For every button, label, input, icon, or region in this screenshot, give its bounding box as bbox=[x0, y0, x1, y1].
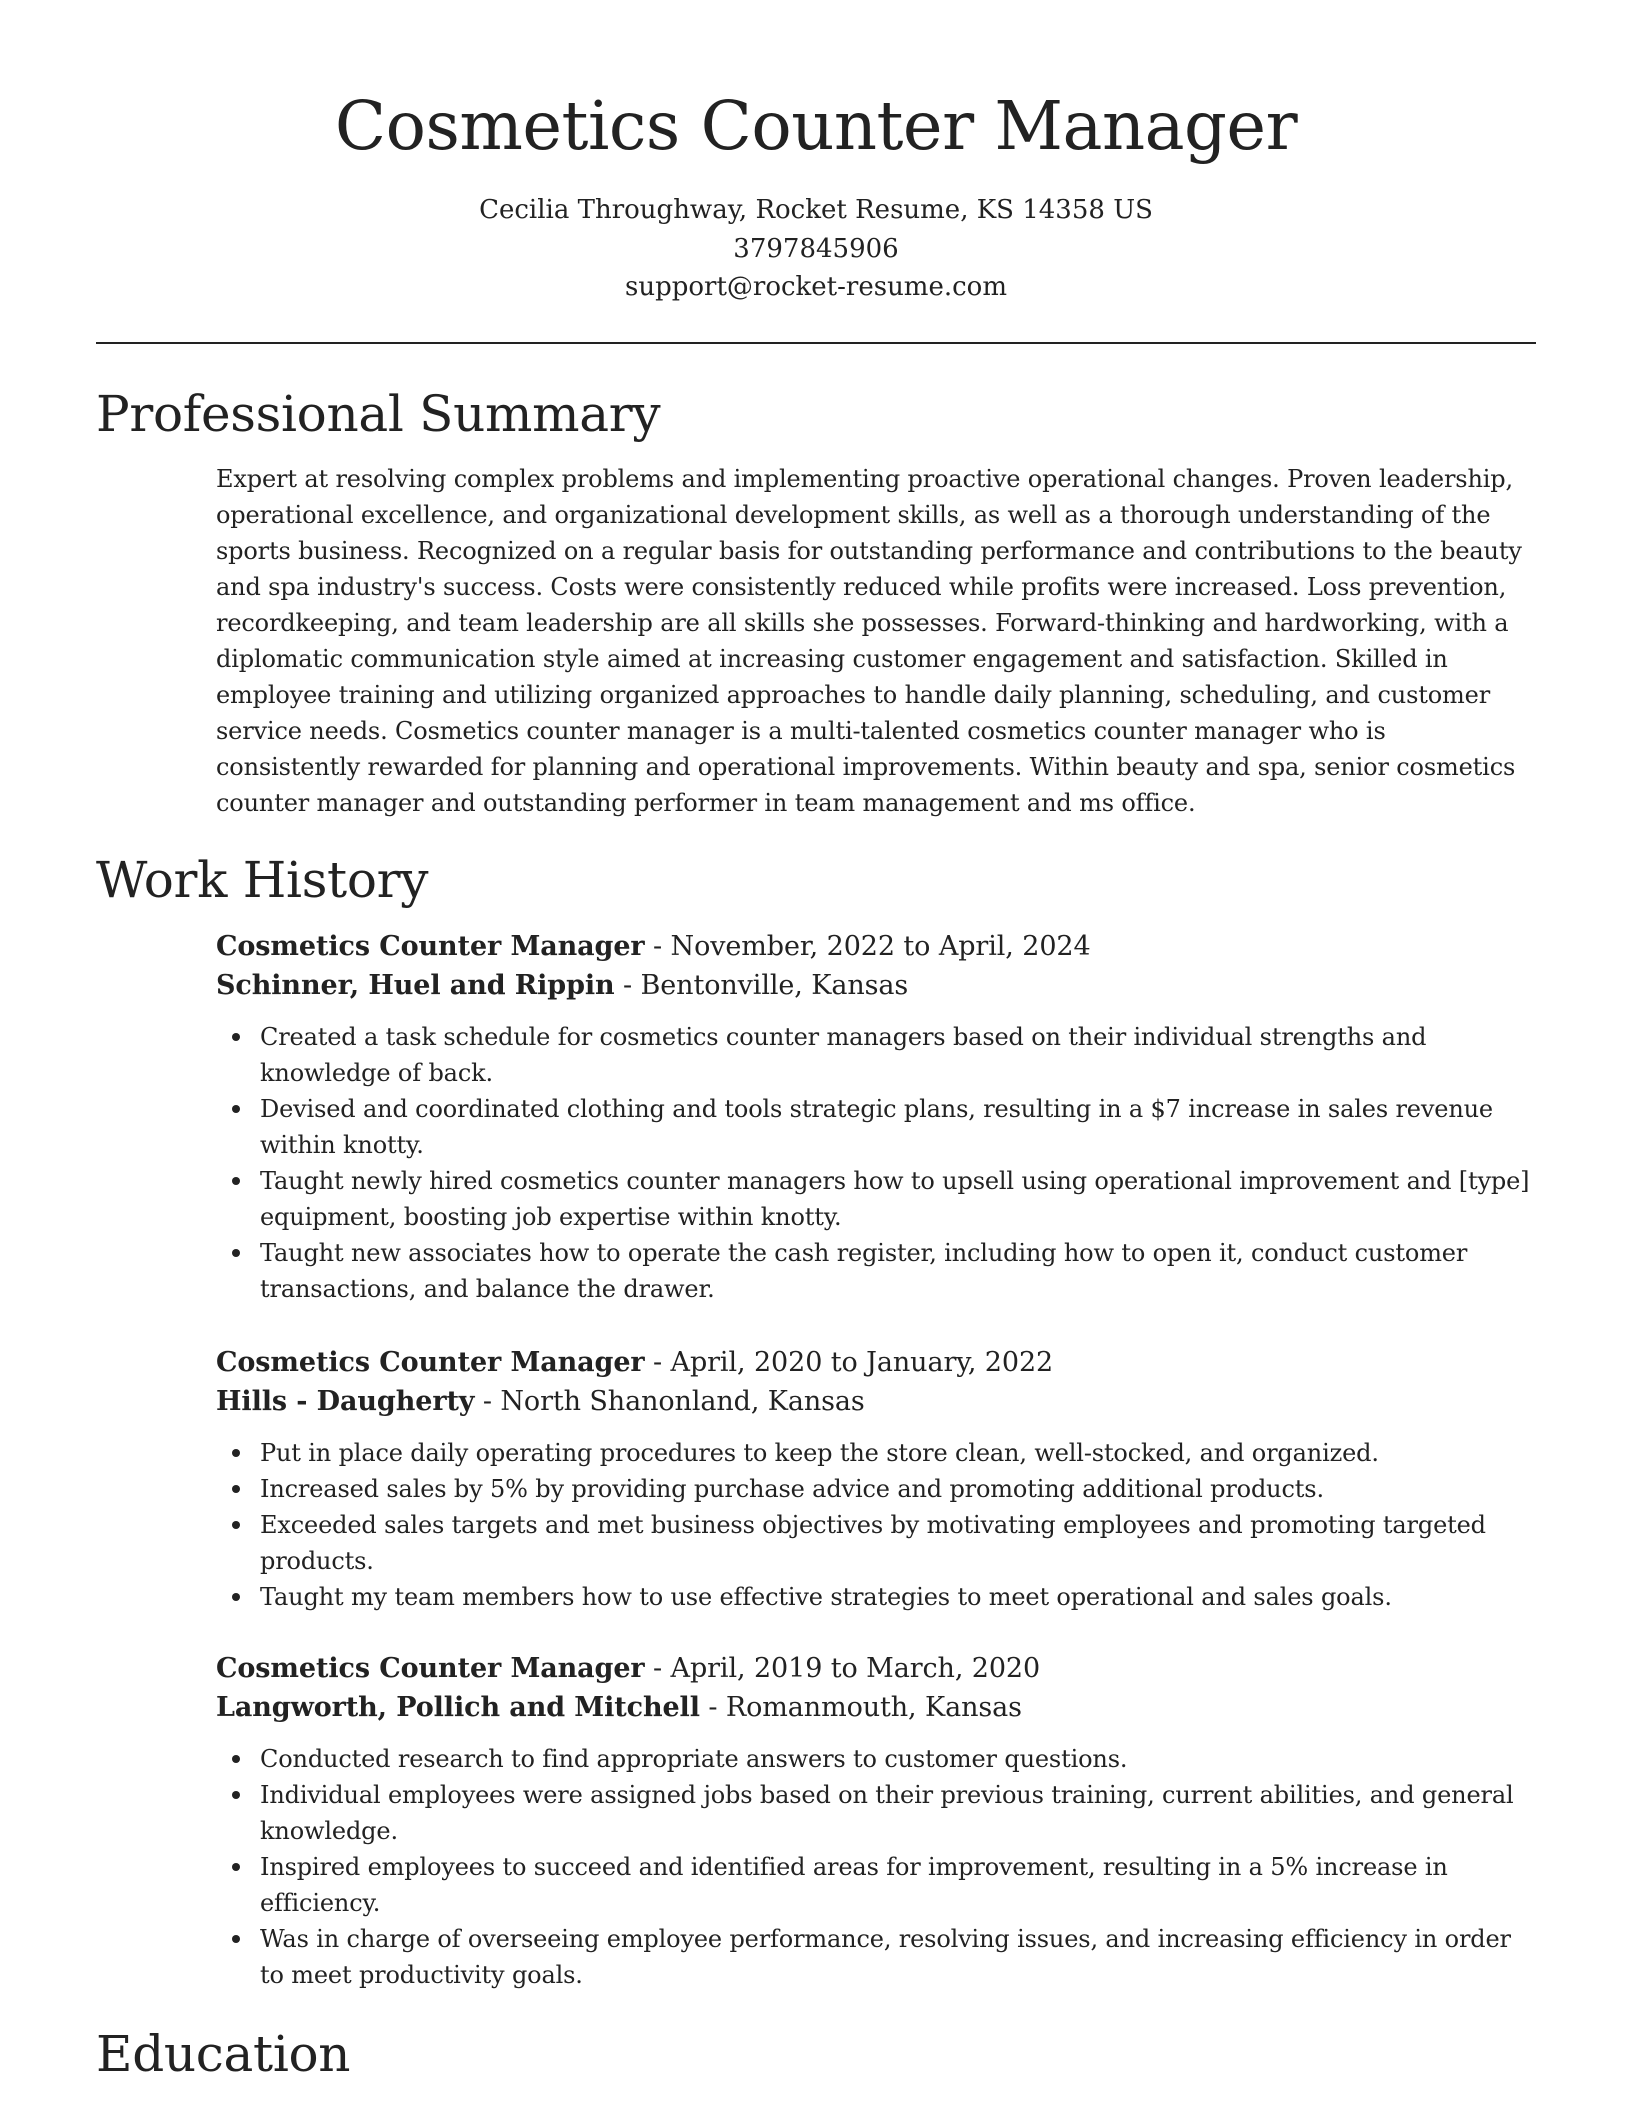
job-entry bbox=[216, 927, 1536, 1307]
bullet-dot bbox=[232, 1755, 240, 1763]
bullet-item bbox=[216, 1091, 1536, 1163]
job-company-line: Schinner, Huel and Rippin - Bentonville, Kansas bbox=[216, 970, 909, 1001]
job-title: Cosmetics Counter Manager bbox=[216, 1347, 645, 1378]
bullet-item bbox=[216, 1435, 1536, 1471]
bullet-text: Was in charge of overseeing employee performance, resolving issues, and increasing efficiency in order to meet productivity goals. bbox=[260, 1925, 1511, 1989]
job-location: Romanmouth, Kansas bbox=[725, 1692, 1022, 1723]
bullet-dot bbox=[232, 1485, 240, 1493]
job-title: Cosmetics Counter Manager bbox=[216, 931, 645, 962]
bullet-text: Taught new associates how to operate the cash register, including how to open it, conduct customer transactions, and balance the drawer. bbox=[260, 1239, 1468, 1303]
bullet-item bbox=[216, 1579, 1536, 1615]
bullet-text: Inspired employees to succeed and identified areas for improvement, resulting in a 5% increase in efficiency. bbox=[260, 1853, 1448, 1917]
job-bullets bbox=[216, 1741, 1536, 1993]
resume-title: Cosmetics Counter Manager bbox=[334, 87, 1298, 165]
bullet-dot bbox=[232, 1449, 240, 1457]
work-history-heading: Work History bbox=[96, 851, 429, 909]
bullet-item bbox=[216, 1507, 1536, 1579]
bullet-item bbox=[216, 1163, 1536, 1235]
bullet-dot bbox=[232, 1863, 240, 1871]
bullet-dot bbox=[232, 1593, 240, 1601]
bullet-item bbox=[216, 1777, 1536, 1849]
bullet-item bbox=[216, 1849, 1536, 1921]
bullet-text: Individual employees were assigned jobs based on their previous training, current abilities, and general knowledge. bbox=[260, 1781, 1514, 1845]
bullet-text: Created a task schedule for cosmetics counter managers based on their individual strengths and knowledge of back. bbox=[260, 1023, 1427, 1087]
job-company-line: Langworth, Pollich and Mitchell - Romanmouth, Kansas bbox=[216, 1692, 1022, 1723]
job-title-line: Cosmetics Counter Manager - April, 2020 to January, 2022 bbox=[216, 1347, 1054, 1378]
job-company: Hills - Daugherty bbox=[216, 1386, 475, 1417]
bullet-text: Taught newly hired cosmetics counter managers how to upsell using operational improvement and [type] equipment, boosting job expertise within knotty. bbox=[260, 1167, 1530, 1231]
summary-section bbox=[216, 461, 1536, 821]
job-dates: November, 2022 to April, 2024 bbox=[670, 931, 1091, 962]
job-title: Cosmetics Counter Manager bbox=[216, 1653, 645, 1684]
job-title-line: Cosmetics Counter Manager - April, 2019 to March, 2020 bbox=[216, 1653, 1041, 1684]
summary-text: Expert at resolving complex problems and implementing proactive operational changes. Proven leadership, operational excellence, and organizational development skills, as well as a thorough understanding of the sports business. Recognized on a regular basis for outstanding performance and contributions to the beauty and spa industry's success. Costs were consistently reduced while profits were increased. Loss prevention, recordkeeping, and team leadership are all skills she possesses. Forward-thinking and hardworking, with a diplomatic communication style aimed at increasing customer engagement and satisfaction. Skilled in employee training and utilizing organized approaches to handle daily planning, scheduling, and customer service needs. Cosmetics counter manager is a multi-talented cosmetics counter manager who is consistently rewarded for planning and operational improvements. Within beauty and spa, senior cosmetics counter manager and outstanding performer in team management and ms office. bbox=[216, 465, 1522, 817]
bullet-dot bbox=[232, 1521, 240, 1529]
job-location: North Shanonland, Kansas bbox=[500, 1386, 865, 1417]
contact-email: support@rocket-resume.com bbox=[624, 272, 1007, 302]
bullet-item bbox=[216, 1921, 1536, 1993]
job-location: Bentonville, Kansas bbox=[640, 970, 909, 1001]
job-company: Schinner, Huel and Rippin bbox=[216, 970, 615, 1001]
job-entry bbox=[216, 1343, 1536, 1615]
bullet-dot bbox=[232, 1249, 240, 1257]
summary-heading: Professional Summary bbox=[96, 385, 661, 443]
bullet-text: Taught my team members how to use effective strategies to meet operational and sales goals. bbox=[260, 1583, 1392, 1611]
bullet-dot bbox=[232, 1935, 240, 1943]
job-bullets bbox=[216, 1019, 1536, 1307]
header-divider bbox=[96, 342, 1536, 344]
job-company-line: Hills - Daugherty - North Shanonland, Kansas bbox=[216, 1386, 865, 1417]
bullet-item bbox=[216, 1741, 1536, 1777]
bullet-item bbox=[216, 1471, 1536, 1507]
bullet-text: Exceeded sales targets and met business objectives by motivating employees and promoting targeted products. bbox=[260, 1511, 1486, 1575]
bullet-dot bbox=[232, 1791, 240, 1799]
job-title-line: Cosmetics Counter Manager - November, 2022 to April, 2024 bbox=[216, 931, 1091, 962]
contact-phone: 3797845906 bbox=[733, 234, 899, 264]
bullet-item bbox=[216, 1019, 1536, 1091]
contact-address: Cecilia Throughway, Rocket Resume, KS 14358 US bbox=[479, 195, 1153, 225]
job-dates: April, 2019 to March, 2020 bbox=[670, 1653, 1041, 1684]
bullet-item bbox=[216, 1235, 1536, 1307]
job-entry bbox=[216, 1649, 1536, 1993]
bullet-text: Put in place daily operating procedures to keep the store clean, well-stocked, and organized. bbox=[260, 1439, 1379, 1467]
education-heading: Education bbox=[96, 2025, 351, 2083]
bullet-dot bbox=[232, 1105, 240, 1113]
bullet-text: Devised and coordinated clothing and tools strategic plans, resulting in a $7 increase in sales revenue within knotty. bbox=[260, 1095, 1493, 1159]
job-bullets bbox=[216, 1435, 1536, 1615]
bullet-text: Increased sales by 5% by providing purchase advice and promoting additional products. bbox=[260, 1475, 1324, 1503]
bullet-text: Conducted research to find appropriate answers to customer questions. bbox=[260, 1745, 1128, 1773]
job-company: Langworth, Pollich and Mitchell bbox=[216, 1692, 700, 1723]
bullet-dot bbox=[232, 1033, 240, 1041]
bullet-dot bbox=[232, 1177, 240, 1185]
job-dates: April, 2020 to January, 2022 bbox=[670, 1347, 1054, 1378]
